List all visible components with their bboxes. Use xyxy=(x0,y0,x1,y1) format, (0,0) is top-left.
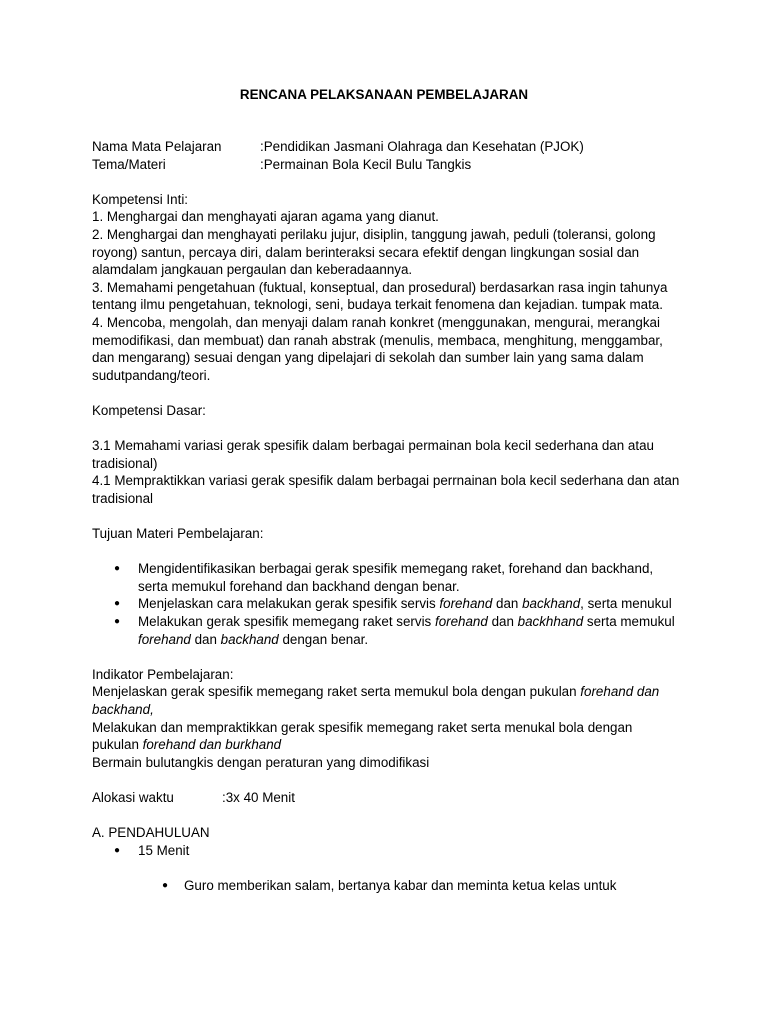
kd-item-1: 3.1 Memahami variasi gerak spesifik dalam berbagai permainan bola kecil sederhana dan atau tradisional) xyxy=(92,438,654,471)
info-mapel xyxy=(92,138,682,156)
indikator-line-3: Bermain bulutangkis dengan peraturan yang dimodifikasi xyxy=(92,754,430,770)
mapel-label: Nama Mata Pelajaran xyxy=(92,139,222,154)
alokasi-value: :3x 40 Menit xyxy=(222,789,295,805)
tujuan-item-2: ● Menjelaskan cara melakukan gerak spesifik servis forehand dan backhand, serta menukul xyxy=(92,595,682,613)
pendahuluan-durasi: ● 15 Menit xyxy=(92,842,682,860)
ki-item-3: 3. Memahami pengetahuan (fuktual, konseptual, dan prosedural) berdasarkan rasa ingin tahunya tentang ilmu pengetahuan, teknologi, seni, budaya terkait fenomena dan kejadian. tumpak mata. xyxy=(92,279,668,313)
pendahuluan-heading: A. PENDAHULUAN xyxy=(92,825,210,841)
tujuan-item-3: ● Melakukan gerak spesifik memegang raket servis forehand dan backhhand serta memukul forehand dan backhand dengan benar. xyxy=(92,613,682,648)
alokasi-label: Alokasi waktu xyxy=(92,789,174,805)
mapel-value: :Pendidikan Jasmani Olahraga dan Kesehatan (PJOK) xyxy=(260,139,584,154)
tujuan-list xyxy=(92,560,682,648)
kd-heading: Kompetensi Dasar: xyxy=(92,402,206,418)
tema-value: :Permainan Bola Kecil Bulu Tangkis xyxy=(260,156,472,172)
document-title: RENCANA PELAKSANAAN PEMBELAJARAN xyxy=(239,87,529,102)
ki-heading: Kompetensi Inti: xyxy=(92,191,189,207)
ki-item-4: 4. Mencoba, mengolah, dan menyaji dalam ranah konkret (menggunakan, mengurai, merangkai memodifikasi, dan membuat) dan ranah abstrak (menulis, membaca, menghitung, menggambar, dan mengarang) sesuai dengan yang dipelajari di sekolah dan sumber lain yang sama dalam sudutpandang/teori. xyxy=(92,314,663,383)
indikator-line-2: Melakukan dan mempraktikkan gerak spesifik memegang raket serta menukal bola dengan pukulan forehand dan burkhand xyxy=(92,719,633,753)
document-body xyxy=(92,138,682,895)
pendahuluan-list xyxy=(92,842,682,860)
pendahuluan-sublist xyxy=(92,877,682,895)
tema-label: Tema/Materi xyxy=(92,156,166,172)
kd-item-2: 4.1 Mempraktikkan variasi gerak spesifik dalam berbagai perrnainan bola kecil sederhana dan atan tradisional xyxy=(92,473,680,506)
indikator-line-1: Menjelaskan gerak spesifik memegang raket serta memukul bola dengan pukulan forehand dan backhand, xyxy=(92,684,660,717)
ki-item-1: 1. Menghargai dan menghayati ajaran agama yang dianut. xyxy=(92,209,439,225)
tujuan-item-1: ● Mengidentifikasikan berbagai gerak spesifik memegang raket, forehand dan backhand, serta memukul forehand dan backhand dengan benar. xyxy=(92,560,682,595)
pendahuluan-item-1: ● Guro memberikan salam, bertanya kabar dan meminta ketua kelas untuk xyxy=(92,877,682,895)
tujuan-heading: Tujuan Materi Pembelajaran: xyxy=(92,526,264,542)
ki-item-2: 2. Menghargai dan menghayati perilaku jujur, disiplin, tanggung jawah, peduli (toleransi, golong royong) santun, percaya diri, dalam berinteraksi secara efektif dengan lingkungan sosial dan alamdalam jangkauan pergaulan dan keberadaannya. xyxy=(92,226,656,278)
indikator-heading: Indikator Pembelajaran: xyxy=(92,666,234,682)
info-tema xyxy=(92,156,682,174)
alokasi-waktu xyxy=(92,789,682,807)
